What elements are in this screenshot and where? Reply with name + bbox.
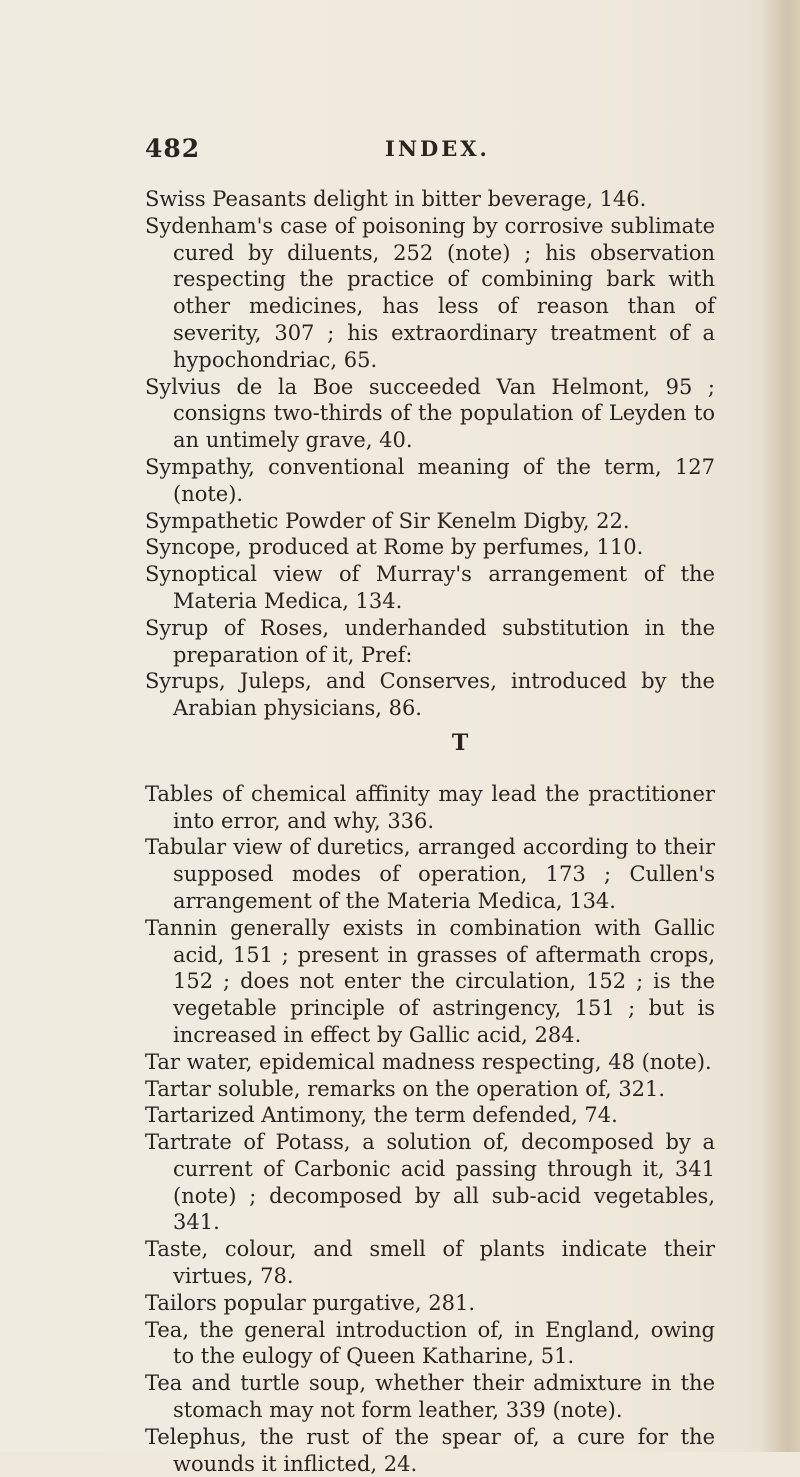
- running-head: INDEX.: [385, 136, 490, 161]
- index-entry: Syrups, Juleps, and Conserves, introduced by the Arabian physicians, 86.: [145, 669, 715, 721]
- index-entry: Taste, colour, and smell of plants indicate their virtues, 78.: [145, 1237, 715, 1289]
- index-entry: Sympathy, conventional meaning of the term, 127 (note).: [145, 454, 715, 506]
- index-entry: Swiss Peasants delight in bitter beverage, 146.: [145, 187, 647, 211]
- index-entry: Synoptical view of Murray's arrangement of the Materia Medica, 134.: [145, 562, 715, 613]
- index-entry: Tailors popular purgative, 281.: [145, 1290, 475, 1315]
- index-entry: Tartar soluble, remarks on the operation of, 321.: [145, 1076, 666, 1101]
- index-entry: Tartrate of Potass, a solution of, decomposed by a current of Carbonic acid passing through it, 341 (note) ; decomposed by all sub-acid vegetables, 341.: [145, 1130, 715, 1235]
- page-edge-shadow: [760, 0, 800, 1452]
- index-entry: Sydenham's case of poisoning by corrosive sublimate cured by diluents, 252 (note) ; his observation respecting the practice of combining bark with other medicines, has less of reason than of severity, 307 ; his extraordinary treatment of a hypochondriac, 65.: [145, 213, 715, 372]
- index-entry: Tables of chemical affinity may lead the practitioner into error, and why, 336.: [145, 781, 715, 833]
- index-entry: Telephus, the rust of the spear of, a cure for the wounds it inflicted, 24.: [145, 1424, 715, 1476]
- index-entry: Sympathetic Powder of Sir Kenelm Digby, 22.: [145, 508, 630, 533]
- index-entry: Tea, the general introduction of, in England, owing to the eulogy of Queen Katharine, 51.: [145, 1317, 715, 1369]
- index-entry: Syncope, produced at Rome by perfumes, 110.: [145, 535, 644, 560]
- index-entry: Sylvius de la Boe succeeded Van Helmont, 95 ; consigns two-thirds of the population of Leyden to an untimely grave, 40.: [145, 374, 715, 453]
- page-header: [145, 134, 705, 164]
- index-entry: Syrup of Roses, underhanded substitution in the preparation of it, Pref:: [145, 615, 715, 667]
- index-entry: Tar water, epidemical madness respecting, 48 (note).: [145, 1049, 712, 1074]
- index-entry: Tannin generally exists in combination with Gallic acid, 151 ; present in grasses of aftermath crops, 152 ; does not enter the circulation, 152 ; is the vegetable principle of astringency, 151 ; but is increased in effect by Gallic acid, 284.: [145, 915, 715, 1047]
- index-entry: Tabular view of duretics, arranged according to their supposed modes of operation, 173 ; Cullen's arrangement of the Materia Medica, 134.: [145, 835, 715, 913]
- index-entry: Tea and turtle soup, whether their admixture in the stomach may not form leather, 339 (note).: [145, 1371, 715, 1423]
- index-body: [145, 186, 715, 1477]
- section-letter: T: [451, 729, 469, 756]
- page-number: 482: [145, 134, 201, 163]
- index-entry: Tartarized Antimony, the term defended, 74.: [145, 1103, 618, 1128]
